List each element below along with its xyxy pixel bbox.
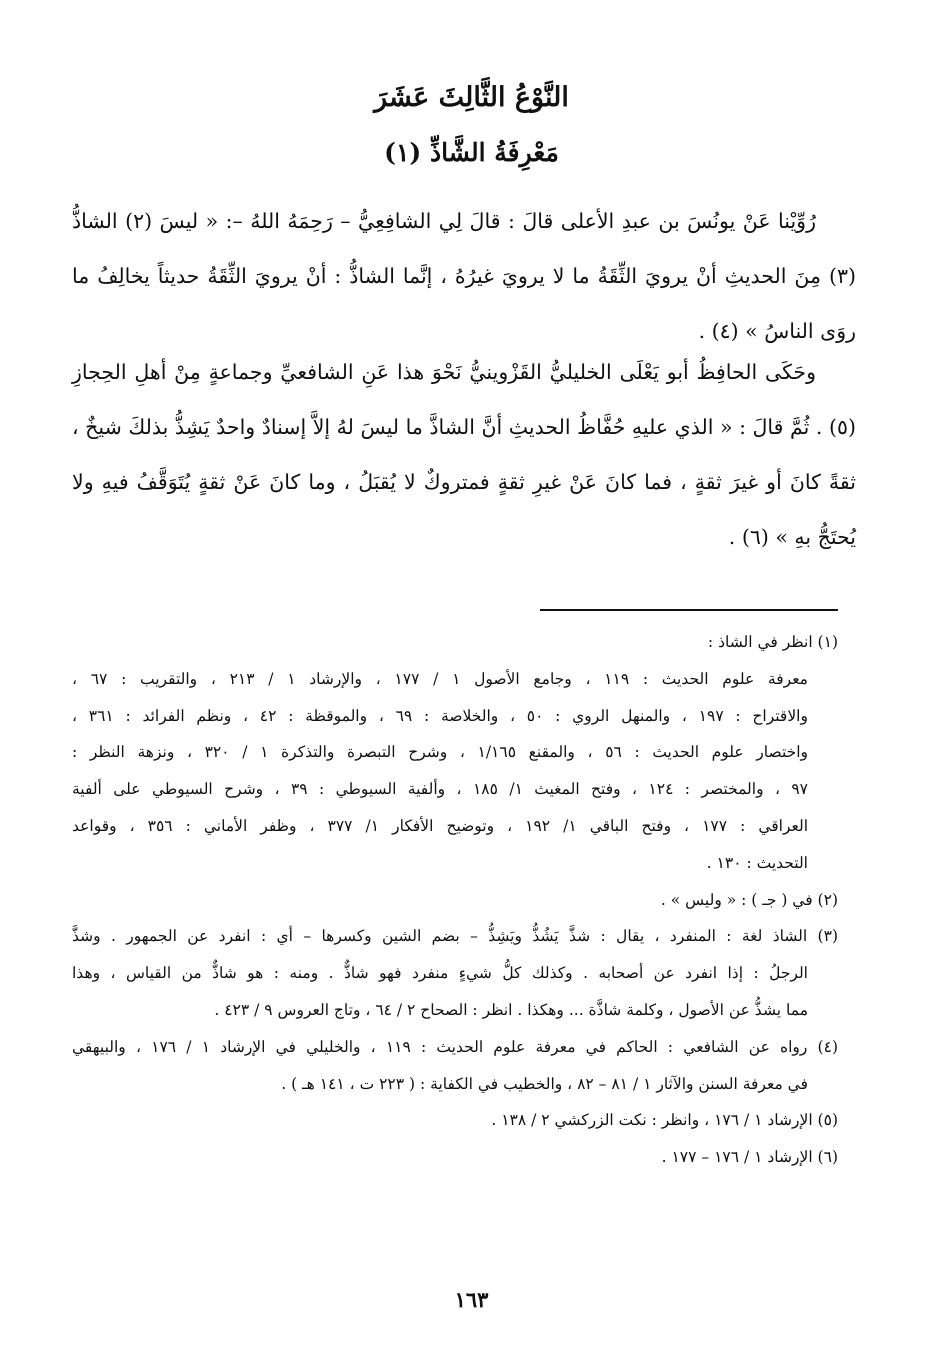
paragraph-text: وحَكَى الحافِظُ أبو يَعْلَى الخليليُّ القَزْوينيُّ نَحْوَ هذا عَنِ الشافعيِّ وجماعةٍ مِنْ أهلِ الحِجازِ (٥) . ثُمَّ قالَ : « الذي عليهِ حُفَّاظُ الحديثِ أنَّ الشاذَّ ما ليسَ لهُ إلاَّ إسنادٌ واحدٌ يَشِذُّ بذلكَ شيخٌ ، ثقةً كانَ أو غيرَ ثقةٍ ، فما كانَ عَنْ غيرِ ثقةٍ فمتروكٌ لا يُقبَلُ ، وما كانَ عَنْ ثقةٍ يُتَوَقَّفُ فيهِ ولا يُحتَجُّ بهِ » (٦) . — [72, 360, 856, 549]
footnote-line: مما يشذُّ عن الأصول ، وكلمة شاذَّة ... وهكذا . انظر : الصحاح ٢ / ٦٤ ، وتاج العروس ٩ / ٤٢٣ . — [214, 1000, 808, 1019]
page-number: ١٦٣ — [454, 1287, 489, 1312]
footnote-line: في معرفة السنن والآثار ١ / ٨١ – ٨٢ ، والخطيب في الكفاية : ( ٢٢٣ ت ، ١٤١ هـ ) . — [281, 1074, 808, 1093]
footnote-1-body — [72, 661, 838, 882]
footnote-line: والاقتراح : ١٩٧ ، والمنهل الروي : ٥٠ ، والخلاصة : ٦٩ ، والموقظة : ٤٢ ، ونظم الفرائد : ٣٦١ ، — [72, 706, 808, 725]
body-paragraph-2 — [72, 345, 856, 565]
paragraph-text: رُوِّيْنا عَنْ يونُسَ بن عبدِ الأعلى قالَ : قالَ لِي الشافِعِيُّ – رَحِمَهُ اللهُ –: « ليسَ (٢) الشاذُّ (٣) مِنَ الحديثِ أنْ يرويَ الثِّقَةُ ما لا يرويَ غيرُهُ ، إنَّما الشاذُّ : أنْ يرويَ الثِّقَةُ حديثاً يخالِفُ ما روَى الناسُ » (٤) . — [72, 209, 856, 343]
footnote-line: الرجلُ : إذا انفرد عن أصحابه . وكذلك كلُّ شيءٍ منفرد فهو شاذٌّ . ومنه : هو شاذٌّ من القياس ، وهذا — [72, 964, 808, 983]
footnotes — [72, 624, 838, 1176]
footnote-5: (٥) الإرشاد ١ / ١٧٦ ، وانظر : نكت الزركشي ٢ / ١٣٨ . — [491, 1111, 838, 1130]
footnote-separator — [540, 609, 838, 611]
footnote-line: العراقي : ١٧٧ ، وفتح الباقي ١/ ١٩٢ ، وتوضيح الأفكار ١/ ٣٧٧ ، وظفر الأماني : ٣٥٦ ، وقواعد — [72, 816, 809, 835]
chapter-title: النَّوْعُ الثَّالِثَ عَشَرَ — [374, 82, 569, 113]
footnote-3 — [72, 918, 838, 1028]
footnote-line: واختصار علوم الحديث : ٥٦ ، والمقنع ١/١٦٥ ، وشرح التبصرة والتذكرة ١ / ٣٢٠ ، ونزهة النظر : — [72, 743, 808, 762]
footnote-line: ٩٧ ، والمختصر : ١٢٤ ، وفتح المغيث ١/ ١٨٥ ، وألفية السيوطي : ٣٩ ، وشرح السيوطي على ألفية — [72, 780, 809, 799]
footnote-6: (٦) الإرشاد ١ / ١٧٦ – ١٧٧ . — [661, 1148, 838, 1167]
footnote-1-heading: (١) انظر في الشاذ : — [707, 633, 838, 651]
footnote-line: (٤) رواه عن الشافعي : الحاكم في معرفة علوم الحديث : ١١٩ ، والخليلي في الإرشاد ١ / ١٧٦ ، والبيهقي — [72, 1037, 838, 1056]
footnote-line: معرفة علوم الحديث : ١١٩ ، وجامع الأصول ١ / ١٧٧ ، والإرشاد ١ / ٢١٣ ، والتقريب : ٦٧ ، — [72, 669, 808, 688]
footnote-2: (٢) في ( جـ ) : « وليس » . — [660, 890, 838, 909]
footnote-line: (٣) الشاذ لغة : المنفرد ، يقال : شذَّ يَشُذُّ ويَشِذُّ – بضم الشين وكسرها – أي : انفرد عن الجمهور . وشذَّ — [72, 927, 838, 946]
body-paragraph-1 — [72, 194, 856, 359]
footnote-4 — [72, 1029, 838, 1103]
footnote-line: التحديث : ١٣٠ . — [706, 853, 808, 872]
chapter-subtitle: مَعْرِفَةُ الشَّاذِّ (١) — [384, 138, 559, 167]
